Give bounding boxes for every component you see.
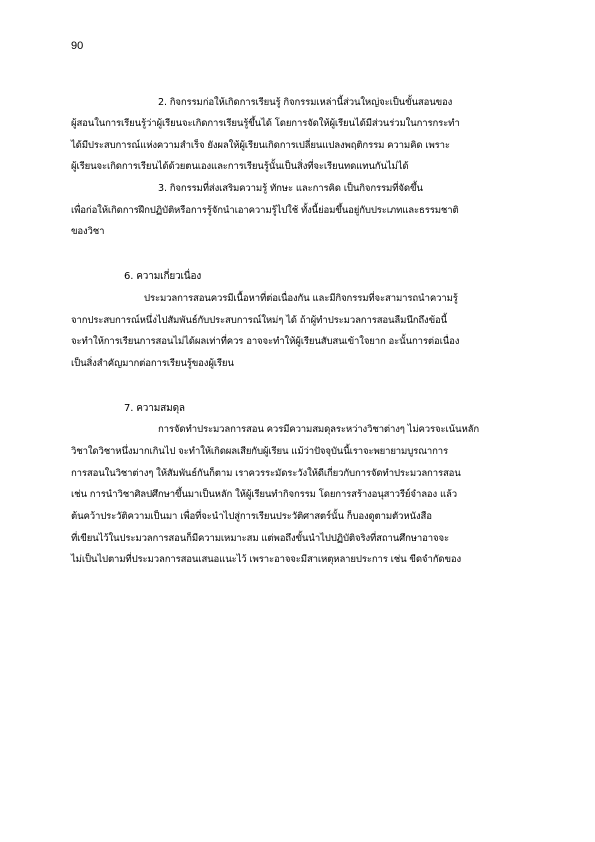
body-line: ผู้สอนในการเรียนรู้ว่าผู้เรียนจะเกิดการเรียนรู้ขึ้นได้ โดยการจัดให้ผู้เรียนได้มีส่วนร่วมในการกระทำ <box>71 118 460 129</box>
body-line: ไม่เป็นไปตามที่ประมวลการสอนเสนอแนะไว้ เพราะอาจจะมีสาเหตุหลายประการ เช่น ขีดจำกัดของ <box>71 554 462 565</box>
body-line: จะทำให้การเรียนการสอนไม่ได้ผลเท่าที่ควร อาจจะทำให้ผู้เรียนสับสนเข้าใจยาก อะนั้นการต่อเนื่อง <box>71 336 460 347</box>
body-line: ที่เขียนไว้ในประมวลการสอนก็มีความเหมาะสม แต่พอถึงขั้นนำไปปฏิบัติจริงที่สถานศึกษาอาจจะ <box>71 533 449 544</box>
body-line: ของวิชา <box>71 226 105 237</box>
body-line: 2. กิจกรรมก่อให้เกิดการเรียนรู้ กิจกรรมเหล่านี้ส่วนใหญ่จะเป็นขั้นสอนของ <box>158 97 453 108</box>
section-heading: 6. ความเกี่ยวเนื่อง <box>124 271 202 282</box>
body-line: เพื่อก่อให้เกิดการฝึกปฏิบัติหรือการรู้จักนำเอาความรู้ไปใช้ ทั้งนี้ย่อมขึ้นอยู่กับประเภทและธรรมชาติ <box>71 205 459 216</box>
body-line: เป็นสิ่งสำคัญมากต่อการเรียนรู้ของผู้เรียน <box>71 358 234 369</box>
body-line: การจัดทำประมวลการสอน ควรมีความสมดุลระหว่างวิชาต่างๆ ไม่ควรจะเน้นหลัก <box>158 424 480 435</box>
page-number: 90 <box>71 40 84 52</box>
body-line: วิชาใดวิชาหนึ่งมากเกินไป จะทำให้เกิดผลเสียกับผู้เรียน แม้ว่าปัจจุบันนี้เราจะพยายามบูรณาการ <box>71 446 449 457</box>
body-line: จากประสบการณ์หนึ่งไปสัมพันธ์กับประสบการณ์ใหม่ๆ ได้ ถ้าผู้ทำประมวลการสอนลืมนึกถึงข้อนี้ <box>71 315 448 326</box>
body-line: ผู้เรียนจะเกิดการเรียนได้ด้วยตนเองและการเรียนรู้นั้นเป็นสิ่งที่จะเรียนทดแทนกันไม่ได้ <box>71 161 409 172</box>
body-line: ประมวลการสอนควรมีเนื้อหาที่ต่อเนื่องกัน และมีกิจกรรมที่จะสามารถนำความรู้ <box>144 293 458 304</box>
section-heading: 7. ความสมดุล <box>124 403 185 414</box>
body-line: 3. กิจกรรมที่ส่งเสริมความรู้ ทักษะ และการคิด เป็นกิจกรรมที่จัดขึ้น <box>158 183 423 194</box>
body-line: ต้นคว้าประวัติความเป็นมา เพื่อที่จะนำไปสู่การเรียนประวัติศาสตร์นั้น ก็บองดูตามตัวหนังสือ <box>71 511 432 522</box>
body-line: ได้มีประสบการณ์แห่งความสำเร็จ ยังผลให้ผู้เรียนเกิดการเปลี่ยนแปลงพฤติกรรม ความคิด เพราะ <box>71 140 450 151</box>
body-line: การสอนในวิชาต่างๆ ให้สัมพันธ์กันก็ตาม เราควรระมัดระวังให้ดีเกี่ยวกับการจัดทำประมวลการสอน <box>71 468 461 479</box>
body-line: เช่น การนำวิชาศิลปศึกษาขึ้นมาเป็นหลัก ให้ผู้เรียนทำกิจกรรม โดยการสร้างอนุสาวรีย์จำลอง แล้ว <box>71 489 457 500</box>
